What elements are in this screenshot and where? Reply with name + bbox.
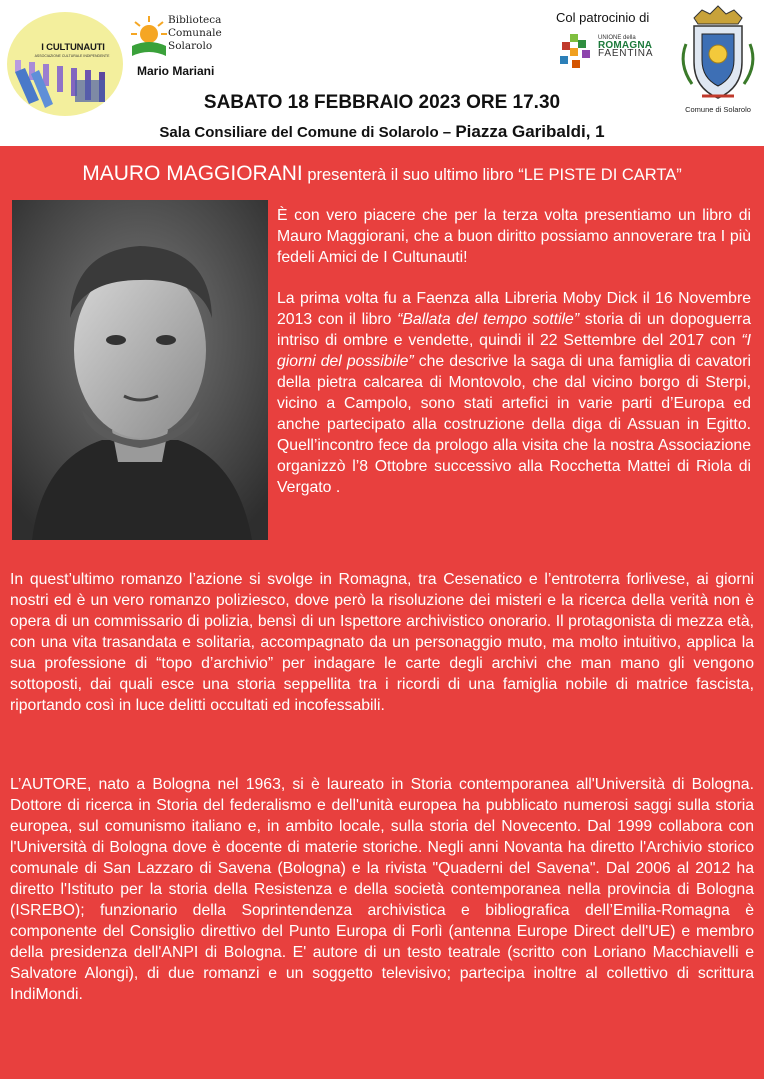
- content-panel: [0, 146, 764, 1079]
- author-name: MAURO MAGGIORANI: [82, 162, 303, 185]
- history-text-a: La prima volta fu a Faenza alla Libreria Moby Dick il 16 Novembre 2013 con il libro: [277, 290, 751, 328]
- biblioteca-name: Mario Mariani: [137, 64, 215, 78]
- biblioteca-line3: Solarolo: [168, 40, 213, 52]
- biblioteca-logo: [130, 12, 235, 82]
- headline-rest: presenterà il suo ultimo libro “LE PISTE DI CARTA”: [302, 166, 682, 184]
- history-text-b: storia di un dopoguerra intriso di ombre e vendette, quindi il 22 Settembre del 2017 con: [277, 311, 751, 349]
- biblioteca-line1: Biblioteca: [168, 14, 222, 26]
- stemma-caption: Comune di Solarolo: [685, 105, 751, 114]
- unione-text: [598, 34, 653, 58]
- unione-mosaic-icon: [556, 32, 596, 72]
- book-title-ballata: “Ballata del tempo sottile”: [397, 311, 580, 328]
- cultunauti-subtitle: ASSOCIAZIONE CULTURALE INDIPENDENTE: [34, 54, 110, 58]
- venue-place: Piazza Garibaldi, 1: [455, 122, 605, 141]
- author-photo: [12, 200, 268, 540]
- history-text-c: che descrive la saga di una famiglia di cavatori della pietra calcarea di Montovolo, che dal vicino borgo di Sterpi, vicino a Campolo, sono stati artefici in varie parti d’Europa ed anche partecipato alla costruzione della diga di Assuan in Egitto. Quell’incontro fece da prologo alla visita che la nostra Associazione organizzò l’8 Ottobre successivo alla Rocchetta Mattei di Riola di Vergato .: [277, 353, 751, 496]
- author-portrait-image: [12, 200, 268, 540]
- event-venue: [0, 122, 764, 142]
- sun-book-icon: [130, 12, 168, 62]
- biblioteca-text: [168, 14, 222, 53]
- unione-line2: FAENTINA: [598, 48, 654, 59]
- book-title-giorni: “I giorni del possibile”: [277, 332, 751, 370]
- venue-hall: Sala Consiliare del Comune di Solarolo –: [159, 124, 456, 141]
- history-paragraph: [277, 288, 751, 498]
- author-bio-paragraph: L’AUTORE, nato a Bologna nel 1963, si è laureato in Storia contemporanea all'Università di Bologna. Dottore di ricerca in Storia del federalismo e dell'unità europea ha pubblicato numerosi saggi sulla storia europea, sul comunismo italiano e, in ambito locale, sulla storia del Novecento. Dal 1999 collabora con l'Università di Bologna dove è docente di materie storiche. Negli anni Novanta ha diretto l'Archivio storico comunale di San Lazzaro di Savena (Bologna) e la rivista "Quaderni del Savena". Dal 2006 al 2012 ha diretto l'Istituto per la storia della Resistenza e della società contemporanea nella provincia di Bologna (ISREBO); funzionario della Soprintendenza archivistica e bibliografica dell’Emilia-Romagna è componente del Consiglio direttivo del Punto Europa di Forlì (antenna Europe Direct dell'UE) e membro della presidenza dell'ANPI di Bologna. E' autore di un testo teatrale (scritto con Loriano Macchiavelli e Salvatore Alongi), di due romanzi e un soggetto televisivo; partecipa inoltre al collettivo di scrittura IndiMondi.: [10, 776, 754, 1003]
- patrocinio-label: Col patrocinio di: [556, 10, 650, 25]
- novel-paragraph: In quest’ultimo romanzo l’azione si svolge in Romagna, tra Cesenatico e l’entroterra forlivese, ai giorni nostri ed è un vero romanzo poliziesco, dove però la risoluzione dei misteri e la ricerca della verità non è opera di un commissario di polizia, bensì di un Ispettore archivistico onorario. Il protagonista di mezza età, con una vita trasandata e solitaria, accompagnato da un personaggio muto, ma molto intuitivo, applica la sua professione di “topo d’archivio” per indagare le carte degli archivi che man mano gli vengono sottoposti, dai quali esce una storia seppellita tra i ricordi di una famiglia nobile di matrice fascista, riportando così in luce delitti occultati ed incofessabili.: [10, 571, 754, 714]
- unione-line1: ROMAGNA: [598, 40, 653, 51]
- unione-romagna-logo: [556, 30, 666, 75]
- unione-small: UNIONE della: [598, 35, 636, 41]
- event-date: SABATO 18 FEBBRAIO 2023 ORE 17.30: [203, 92, 561, 113]
- cultunauti-title: I CULTUNAUTI: [41, 42, 105, 53]
- headline: [0, 162, 764, 186]
- biblioteca-line2: Comunale: [168, 27, 222, 39]
- intro-paragraph: È con vero piacere che per la terza volta presentiamo un libro di Mauro Maggiorani, che a buon diritto possiamo annoverare tra I più fedeli Amici de I Cultunauti!: [277, 207, 751, 266]
- coat-of-arms-icon: [672, 4, 764, 104]
- header: [0, 0, 764, 146]
